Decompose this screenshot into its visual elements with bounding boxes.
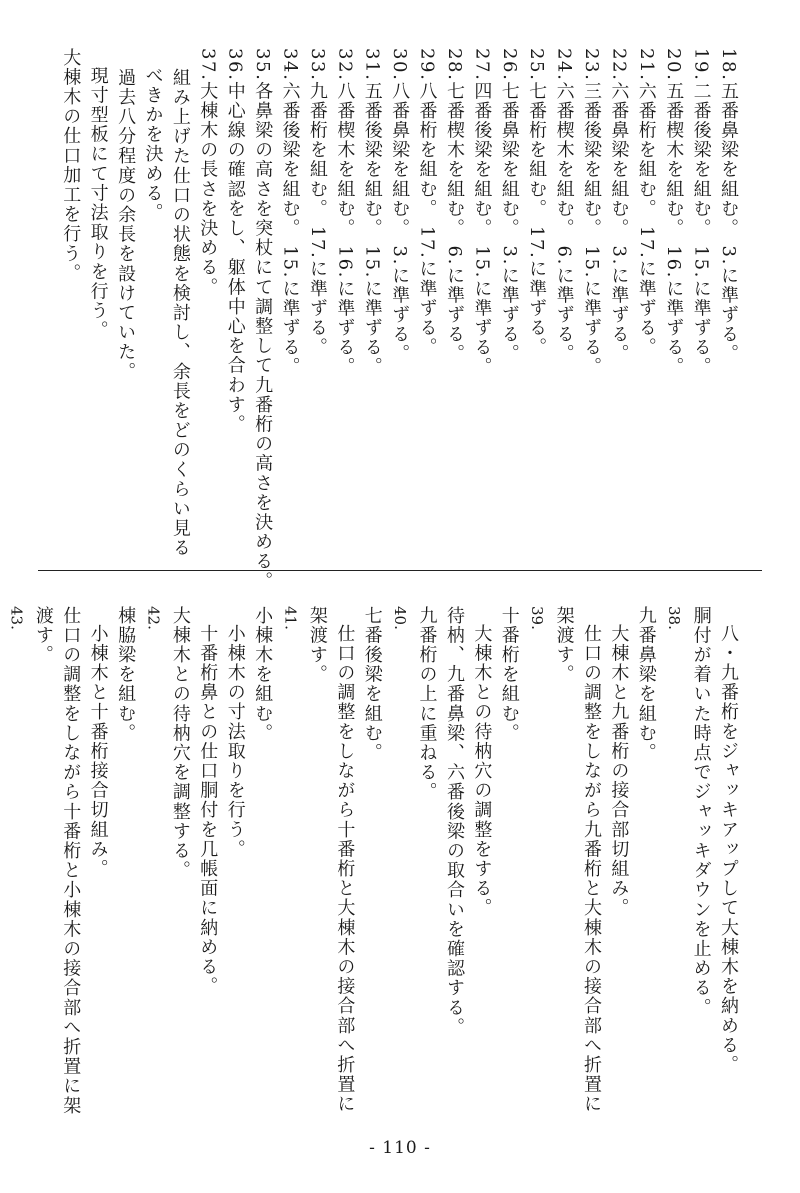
text-line: 22.六番鼻梁を組む。 3.に準ずる。 (608, 48, 630, 364)
text-line: 現寸型板にて寸法取りを行う。 (87, 66, 109, 341)
step-number: 42. (144, 606, 163, 630)
text-line: 27.四番後梁を組む。 15.に準ずる。 (471, 48, 493, 377)
step-heading: 七番後梁を組む。 (361, 606, 383, 763)
top-section (57, 48, 742, 592)
text-line: 21.六番桁を組む。 17.に準ずる。 (635, 48, 657, 358)
text-line: 33.九番桁を組む。 17.に準ずる。 (306, 48, 328, 358)
bottom-section (0, 606, 742, 1116)
text-line: 31.五番後梁を組む。 15.に準ずる。 (361, 48, 383, 377)
text-line: 架渡す。 (553, 606, 575, 685)
text-line: 仕口の調整をしながら十番桁と小棟木の接合部へ折置に架 (60, 606, 82, 1116)
text-line: 35.各鼻梁の高さを突杖にて調整して九番桁の高さを決める。 (252, 48, 274, 592)
text-line: 大棟木の仕口加工を行う。 (60, 48, 82, 284)
page-number: - 110 - (369, 1138, 431, 1158)
step-number: 39. (528, 606, 547, 630)
text-line: 23.三番後梁を組む。 15.に準ずる。 (580, 48, 602, 377)
text-line: 34.六番後梁を組む。 15.に準ずる。 (279, 48, 301, 377)
text-line: 組み上げた仕口の状態を検討し、余長をどのくらい見る (169, 68, 191, 558)
section-divider (38, 570, 762, 571)
text-line: 20.五番楔木を組む。 16.に準ずる。 (663, 48, 685, 377)
text-line: 大棟木と九番桁の接合部切組み。 (608, 624, 630, 918)
text-line: 胴付が着いた時点でジャッキダウンを止める。 (690, 606, 712, 1018)
text-line: 18.五番鼻梁を組む。 3.に準ずる。 (718, 48, 739, 364)
step-heading (0, 606, 2, 1046)
text-line: 24.六番楔木を組む。 6.に準ずる。 (553, 48, 575, 364)
step-number: 38. (665, 606, 684, 630)
text-line: 28.七番楔木を組む。 6.に準ずる。 (443, 48, 465, 364)
text-line: 25.七番桁を組む。 17.に準ずる。 (526, 48, 548, 358)
text-line: 過去八分程度の余長を設けていた。 (115, 68, 137, 382)
step-heading: 九番鼻梁を組む。 (635, 606, 657, 763)
text-line: 仕口の調整をしながら九番桁と大棟木の接合部へ折置に (580, 624, 602, 1114)
text-line: 九番桁の上に重ねる。 (416, 606, 438, 802)
text-line: 渡す。 (32, 606, 54, 665)
step-heading: 十番桁を組む。 (498, 606, 520, 744)
text-line: 19.二番後梁を組む。 15.に準ずる。 (690, 48, 712, 377)
text-line: 26.七番鼻梁を組む。 3.に準ずる。 (498, 48, 520, 364)
text-line: 架渡す。 (306, 606, 328, 685)
text-line: べきかを決める。 (142, 66, 164, 223)
text-line: 30.八番鼻梁を組む。 3.に準ずる。 (389, 48, 411, 364)
text-line: 小棟木と十番桁接合切組み。 (87, 624, 109, 879)
step-number: 40. (391, 606, 410, 630)
text-line: 仕口の調整をしながら十番桁と大棟木の接合部へ折置に (334, 624, 356, 1114)
step-number: 43. (7, 606, 26, 630)
step-number: 41. (281, 606, 300, 630)
text-line: 36.中心線の確認をし、躯体中心を合わす。 (224, 48, 246, 435)
text-line: 大棟木との待枘穴を調整する。 (169, 606, 191, 881)
text-line: 37.大棟木の長さを決める。 (197, 48, 219, 298)
text-line: 待枘、九番鼻梁、六番後梁の取合いを確認する。 (443, 606, 465, 1038)
text-line: 29.八番桁を組む。 17.に準ずる。 (416, 48, 438, 358)
step-heading: 棟脇梁を組む。 (115, 606, 137, 744)
step-heading: 小棟木を組む。 (252, 606, 274, 744)
text-line: 32.八番楔木を組む。 16.に準ずる。 (334, 48, 356, 377)
text-line: 大棟木との待枘穴の調整をする。 (471, 624, 493, 918)
text-line: 八・九番桁をジャッキアップして大棟木を納める。 (718, 624, 739, 1075)
text-line: 十番桁鼻との仕口胴付を几帳面に納める。 (197, 624, 219, 997)
text-line: 小棟木の寸法取りを行う。 (224, 624, 246, 860)
